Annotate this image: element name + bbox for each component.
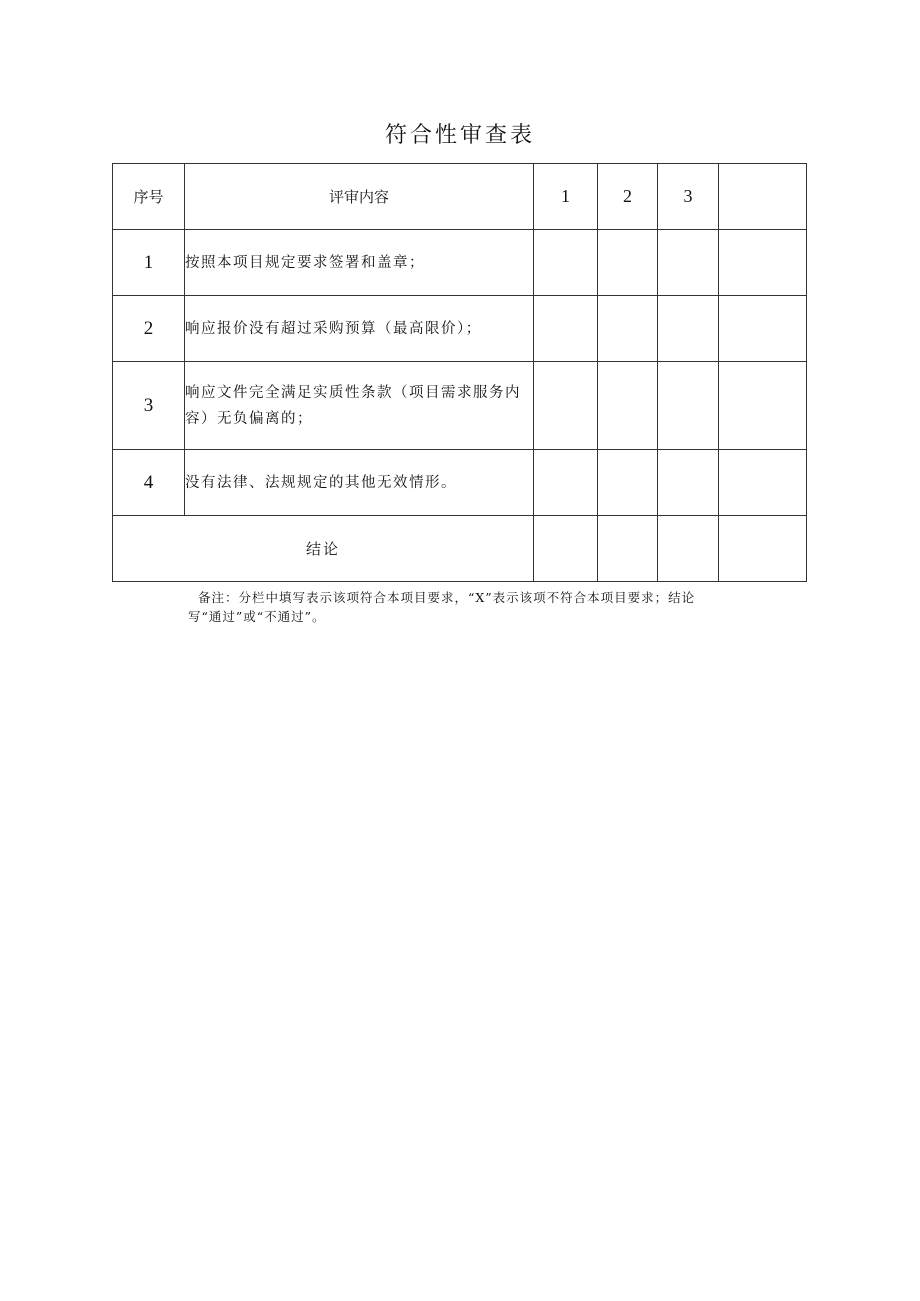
- header-evaluator-3: 3: [658, 164, 719, 230]
- row-seq: 4: [113, 450, 185, 516]
- conclusion-row: [113, 516, 807, 582]
- header-evaluator-4: [719, 164, 807, 230]
- score-cell[interactable]: [719, 450, 807, 516]
- table-row: [113, 230, 807, 296]
- header-evaluator-2: 2: [598, 164, 658, 230]
- row-seq: 1: [113, 230, 185, 296]
- score-cell[interactable]: [534, 230, 598, 296]
- page-title: 符合性审查表: [384, 123, 535, 148]
- score-cell[interactable]: [598, 450, 658, 516]
- conclusion-cell[interactable]: [534, 516, 598, 582]
- conclusion-label: 结论: [113, 516, 534, 582]
- review-table: [112, 163, 807, 582]
- score-cell[interactable]: [534, 296, 598, 362]
- conclusion-cell[interactable]: [598, 516, 658, 582]
- row-content: 按照本项目规定要求签署和盖章；: [185, 230, 534, 296]
- conclusion-cell[interactable]: [719, 516, 807, 582]
- table-header-row: [113, 164, 807, 230]
- score-cell[interactable]: [719, 296, 807, 362]
- header-evaluator-1: 1: [534, 164, 598, 230]
- header-content: 评审内容: [185, 164, 534, 230]
- score-cell[interactable]: [719, 230, 807, 296]
- score-cell[interactable]: [534, 362, 598, 450]
- score-cell[interactable]: [598, 296, 658, 362]
- score-cell[interactable]: [598, 362, 658, 450]
- header-seq: 序号: [113, 164, 185, 230]
- row-content: 没有法律、法规规定的其他无效情形。: [185, 450, 534, 516]
- row-content: 响应文件完全满足实质性条款（项目需求服务内容）无负偏离的；: [185, 362, 534, 450]
- score-cell[interactable]: [719, 362, 807, 450]
- conclusion-cell[interactable]: [658, 516, 719, 582]
- row-content: 响应报价没有超过采购预算（最高限价）；: [185, 296, 534, 362]
- footnote: 备注：分栏中填写表示该项符合本项目要求，“X”表示该项不符合本项目要求；结论写“通过”或“不通过”。: [188, 590, 696, 624]
- table-row: [113, 296, 807, 362]
- score-cell[interactable]: [658, 230, 719, 296]
- row-seq: 3: [113, 362, 185, 450]
- row-seq: 2: [113, 296, 185, 362]
- table-row: [113, 450, 807, 516]
- score-cell[interactable]: [598, 230, 658, 296]
- table-row: [113, 362, 807, 450]
- score-cell[interactable]: [658, 296, 719, 362]
- score-cell[interactable]: [534, 450, 598, 516]
- score-cell[interactable]: [658, 450, 719, 516]
- score-cell[interactable]: [658, 362, 719, 450]
